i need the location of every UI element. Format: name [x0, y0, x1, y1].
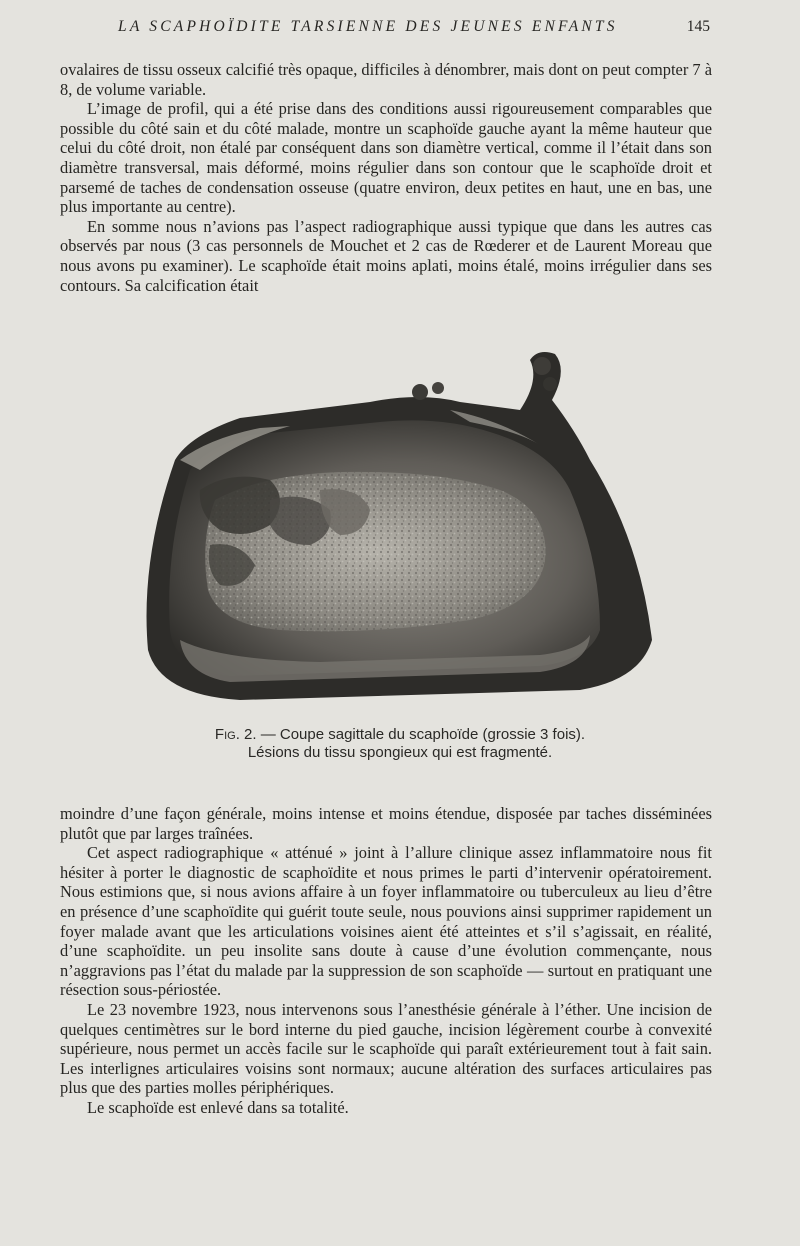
paragraph: moindre d’une façon générale, moins intense et moins étendue, disposée par taches disséminées plutôt que par larges traînées. [60, 804, 712, 843]
running-header [0, 18, 800, 44]
paragraph: Cet aspect radiographique « atténué » joint à l’allure clinique assez inflammatoire nous fit hésiter à porter le diagnostic de scaphoïdite et nous primes le parti d’intervenir opératoirement. Nous estimions que, si nous avions affaire à un foyer inflammatoire ou tuberculeux au lieu d’être en présence d’une scaphoïdite qui guérit toute seule, nous pouvions ainsi supprimer rapidement un foyer malade avant que les articulations voisines aient été atteintes et s’il s’agissait, en réalité, d’une scaphoïdite. un peu insolite sans doute à cause d’une évolution commençante, nous n’aggravions pas l’état du malade par la suppression de son scaphoïde — surtout en pratiquant une résection sous-périostée. [60, 843, 712, 1000]
body-text-top [60, 60, 712, 295]
paragraph: Le 23 novembre 1923, nous intervenons sous l’anesthésie générale à l’éther. Une incision de quelques centimètres sur le bord interne du pied gauche, incision légèrement courbe à convexité supérieure, nous permet un accès facile sur le scaphoïde qui paraît extérieurement tout à fait sain. Les interlignes articulaires voisins sont normaux; aucune altération des surfaces articulaires pas plus que des parties molles périphériques. [60, 999, 712, 1098]
paragraph: ovalaires de tissu osseux calcifié très opaque, difficiles à dénombrer, mais dont on peut compter 7 à 8, de volume variable. [60, 60, 712, 99]
caption-line-2: Lésions du tissu spongieux qui est fragmenté. [247, 744, 553, 761]
figure-scaphoid-section [120, 340, 680, 720]
caption-line-1 [140, 726, 660, 744]
page-number: 145 [686, 18, 710, 35]
scaphoid-section-photo [120, 340, 680, 720]
paragraph: En somme nous n’avions pas l’aspect radiographique aussi typique que dans les autres cas observés par nous (3 cas personnels de Mouchet et 2 cas de Rœderer et de Laurent Moreau que nous avons pu examiner). Le scaphoïde était moins aplati, moins étalé, moins irrégulier dans ses contours. Sa calcification était [60, 216, 712, 295]
paragraph: Le scaphoïde est enlevé dans sa totalité. [87, 1097, 349, 1117]
body-text-bottom [60, 804, 712, 1118]
figure-caption [140, 726, 660, 762]
caption-text-1: — Coupe sagittale du scaphoïde (grossie 3 fois). [256, 726, 586, 743]
running-title: LA SCAPHOÏDITE TARSIENNE DES JEUNES ENFANTS [118, 18, 618, 35]
paragraph: L’image de profil, qui a été prise dans des conditions aussi rigoureusement comparables que possible du côté sain et du côté malade, montre un scaphoïde gauche ayant la même hauteur que celui du côté droit, non étalé par conséquent dans son diamètre vertical, comme il l’était dans son diamètre transversal, mais déformé, moins régulier dans son contour que le scaphoïde droit et parsemé de taches de condensation osseuse (quatre environ, deux petites en haut, une en bas, une plus importante au centre). [60, 99, 712, 217]
figure-label: Fig. 2. [214, 726, 257, 743]
